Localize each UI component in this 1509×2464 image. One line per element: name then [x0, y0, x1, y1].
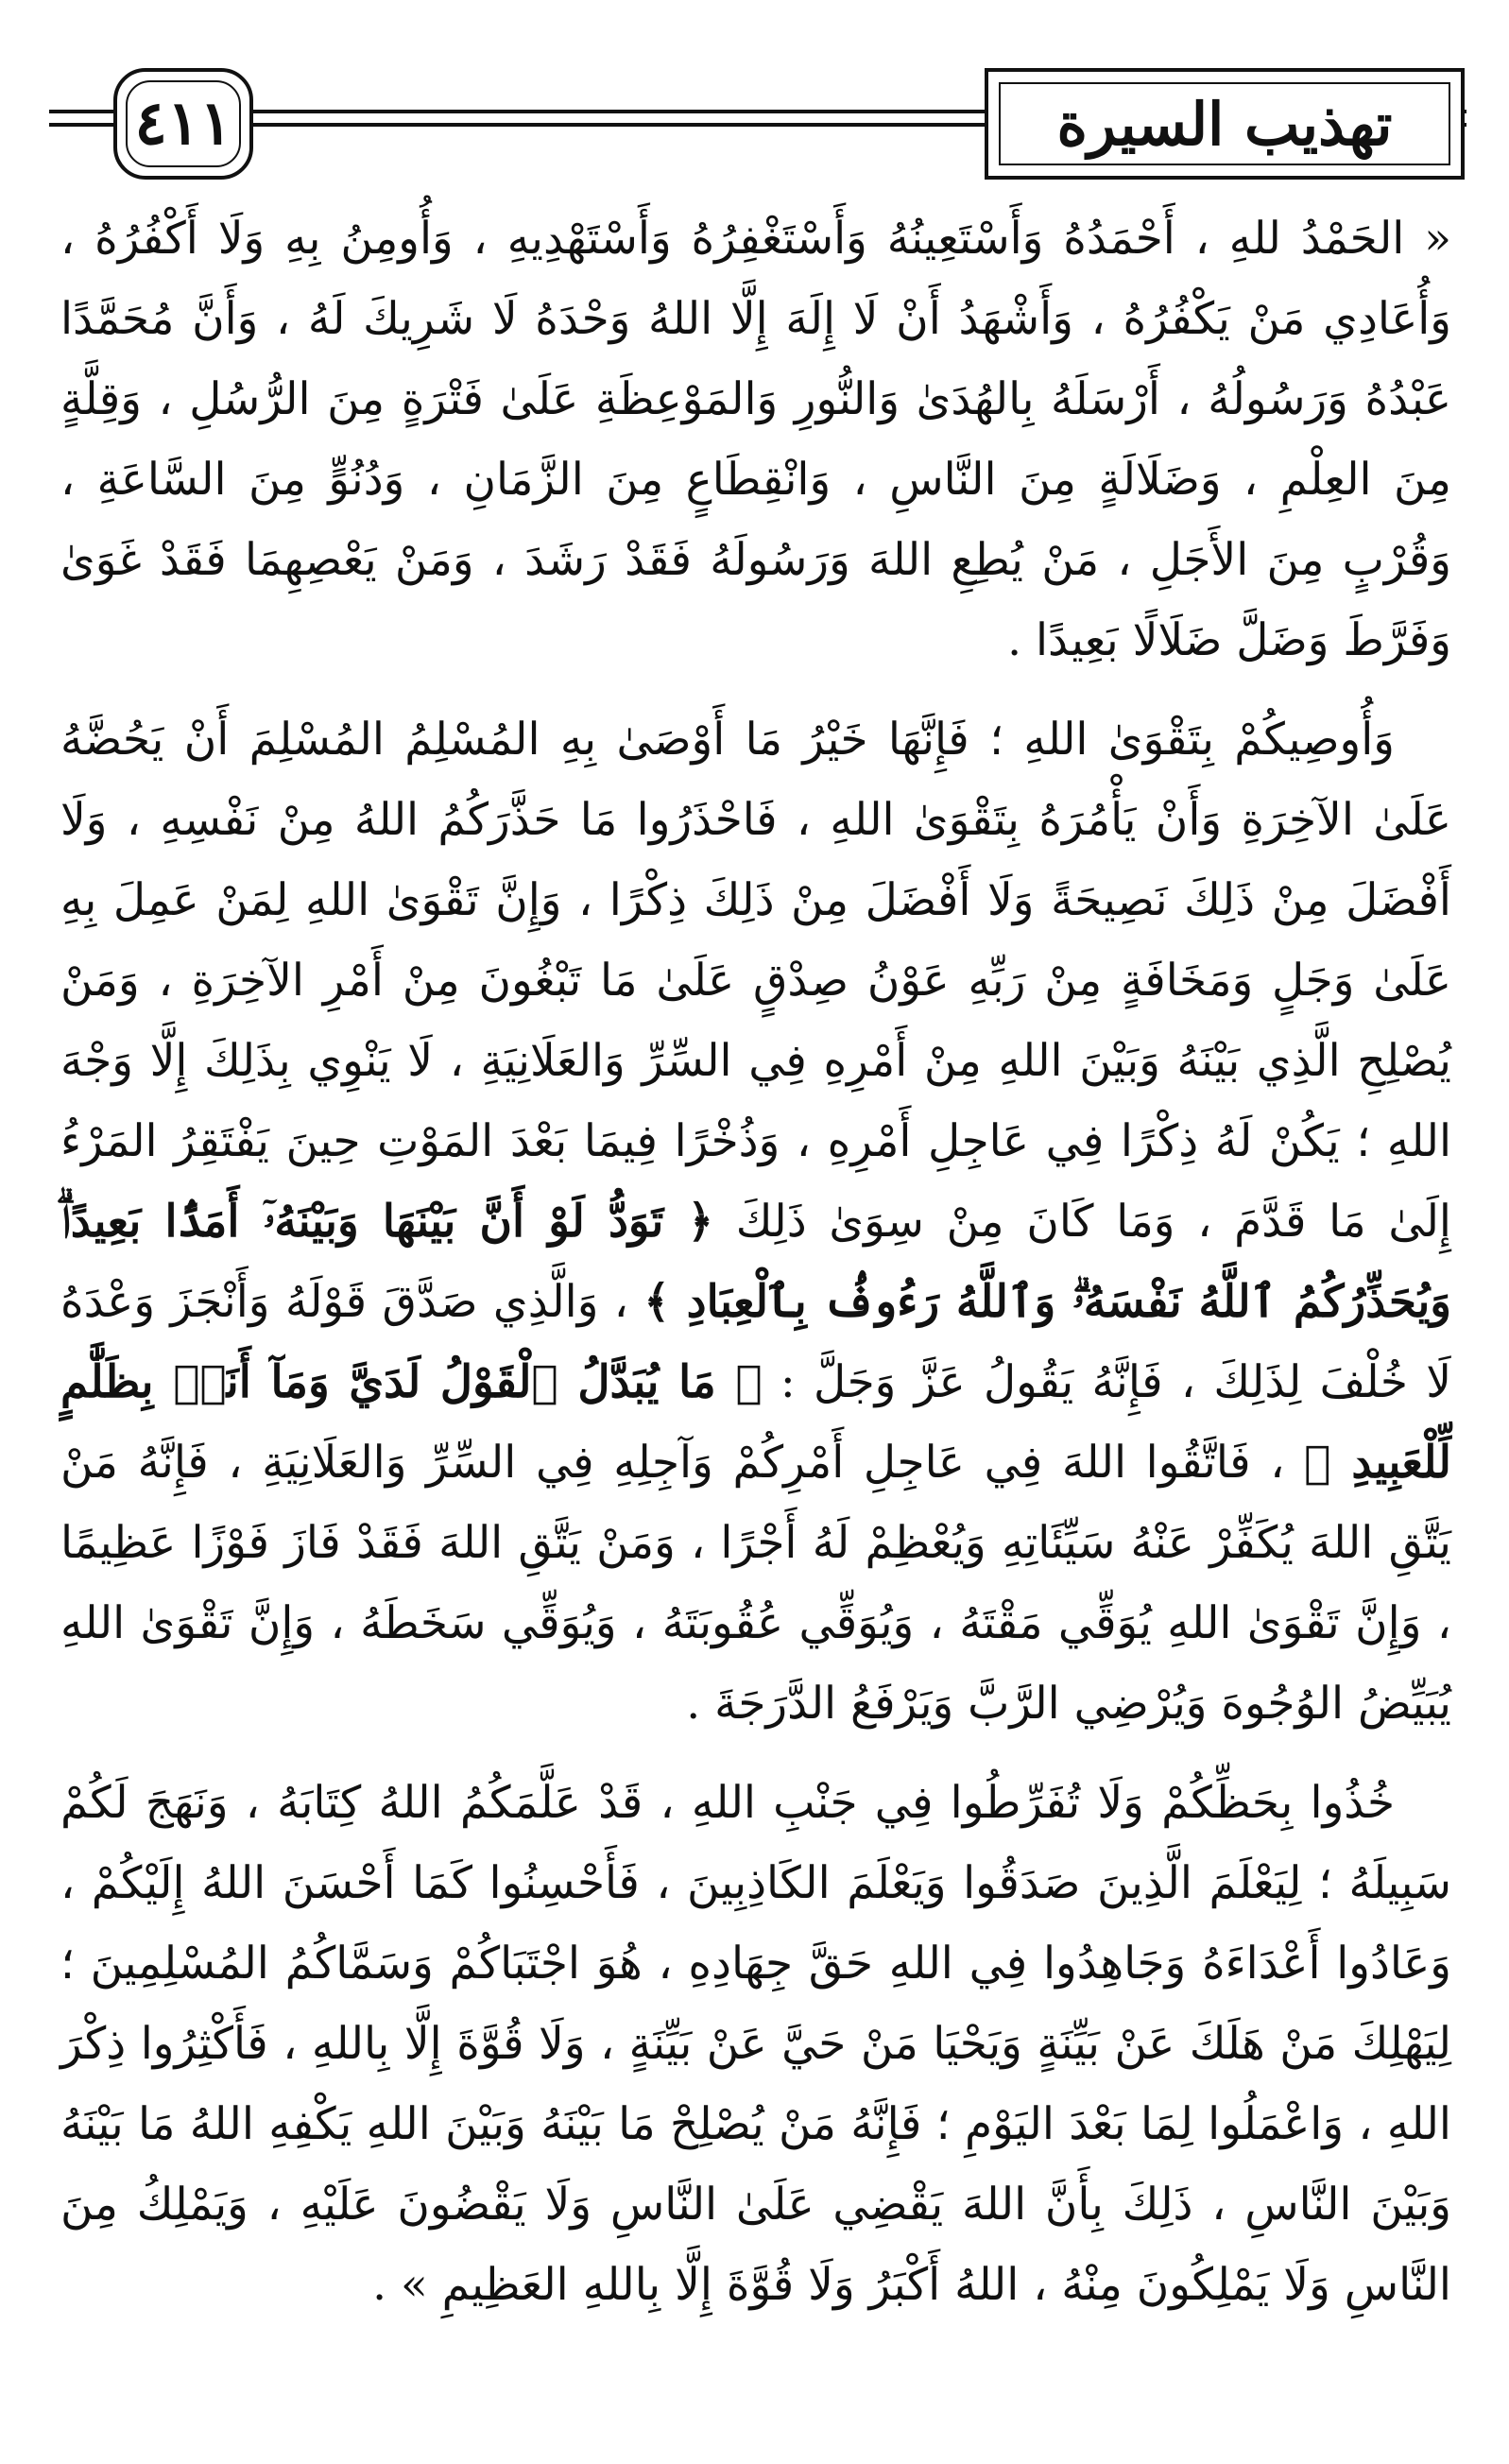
paragraph-1-text: « الحَمْدُ للهِ ، أَحْمَدُهُ وَأَسْتَعِينُهُ وَأَسْتَغْفِرُهُ وَأَسْتَهْدِيهِ ، وَأُومِنُ بِهِ وَلَا أَكْفُرُهُ ، وَأُعَادِي مَنْ يَكْفُرُهُ ، وَأَشْهَدُ أَنْ لَا إِلَهَ إِلَّا اللهُ وَحْدَهُ لَا شَرِيكَ لَهُ ، وَأَنَّ مُحَمَّدًا عَبْدُهُ وَرَسُولُهُ ، أَرْسَلَهُ بِالهُدَىٰ وَالنُّورِ وَالمَوْعِظَةِ عَلَىٰ فَتْرَةٍ مِنَ الرُّسُلِ ، وَقِلَّةٍ مِنَ العِلْمِ ، وَضَلَالَةٍ مِنَ النَّاسِ ، وَانْقِطَاعٍ مِنَ الزَّمَانِ ، وَدُنُوٍّ مِنَ السَّاعَةِ ، وَقُرْبٍ مِنَ الأَجَلِ ، مَنْ يُطِعِ اللهَ وَرَسُولَهُ فَقَدْ رَشَدَ ، وَمَنْ يَعْصِهِمَا فَقَدْ غَوَىٰ وَفَرَّطَ وَضَلَّ ضَلَالًا بَعِيدًا .	[60, 213, 1451, 666]
page-header	[49, 47, 1466, 189]
quran-verse-2: ﴿ مَا يُبَدَّلُ ٱلْقَوْلُ لَدَيَّ وَمَآ أَنَا۠ بِظَلَّٰمٍ لِّلْعَبِيدِ ﴾	[60, 1356, 1451, 1489]
page-number: ٤١١	[126, 80, 241, 167]
paragraph-3	[60, 1763, 1451, 2325]
paragraph-2	[60, 699, 1451, 1744]
quran-verse-1: ﴿ تَوَدُّ لَوْ أَنَّ بَيْنَهَا وَبَيْنَهُۥٓ أَمَدًۢا بَعِيدًاۗ وَيُحَذِّرُكُمُ ٱللَّهُ نَفْسَهُۥۗ وَٱللَّهُ رَءُوفُۢ بِٱلْعِبَادِ ﴾	[60, 1196, 1451, 1328]
paragraph-2-text-a: وَأُوصِيكُمْ بِتَقْوَىٰ اللهِ ؛ فَإِنَّهَا خَيْرُ مَا أَوْصَىٰ بِهِ المُسْلِمُ المُسْلِمَ أَنْ يَحُضَّهُ عَلَىٰ الآخِرَةِ وَأَنْ يَأْمُرَهُ بِتَقْوَىٰ اللهِ ، فَاحْذَرُوا مَا حَذَّرَكُمُ اللهُ مِنْ نَفْسِهِ ، وَلَا أَفْضَلَ مِنْ ذَلِكَ نَصِيحَةً وَلَا أَفْضَلَ مِنْ ذَلِكَ ذِكْرًا ، وَإِنَّ تَقْوَىٰ اللهِ لِمَنْ عَمِلَ بِهِ عَلَىٰ وَجَلٍ وَمَخَافَةٍ مِنْ رَبِّهِ عَوْنُ صِدْقٍ عَلَىٰ مَا تَبْغُونَ مِنْ أَمْرِ الآخِرَةِ ، وَمَنْ يُصْلِحِ الَّذِي بَيْنَهُ وَبَيْنَ اللهِ مِنْ أَمْرِهِ فِي السِّرِّ وَالعَلَانِيَةِ ، لَا يَنْوِي بِذَلِكَ إِلَّا وَجْهَ اللهِ ؛ يَكُنْ لَهُ ذِكْرًا فِي عَاجِلِ أَمْرِهِ ، وَذُخْرًا فِيمَا بَعْدَ المَوْتِ حِينَ يَفْتَقِرُ المَرْءُ إِلَىٰ مَا قَدَّمَ ، وَمَا كَانَ مِنْ سِوَىٰ ذَلِكَ	[60, 714, 1451, 1248]
paragraph-1	[60, 198, 1451, 681]
page-number-frame	[113, 68, 253, 180]
body-text	[60, 198, 1451, 2410]
paragraph-2-text-c: ، فَاتَّقُوا اللهَ فِي عَاجِلِ أَمْرِكُمْ وَآجِلِهِ فِي السِّرِّ وَالعَلَانِيَةِ ، فَإِنَّهُ مَنْ يَتَّقِ اللهَ يُكَفِّرْ عَنْهُ سَيِّئَاتِهِ وَيُعْظِمْ لَهُ أَجْرًا ، وَمَنْ يَتَّقِ اللهَ فَقَدْ فَازَ فَوْزًا عَظِيمًا ، وَإِنَّ تَقْوَىٰ اللهِ يُوَقِّي مَقْتَهُ ، وَيُوَقِّي عُقُوبَتَهُ ، وَيُوَقِّي سَخَطَهُ ، وَإِنَّ تَقْوَىٰ اللهِ يُبَيِّضُ الوُجُوهَ وَيُرْضِي الرَّبَّ وَيَرْفَعُ الدَّرَجَةَ .	[60, 1437, 1451, 1730]
book-title-frame	[985, 68, 1465, 180]
book-title: تهذيب السيرة	[999, 82, 1450, 165]
paragraph-3-text: خُذُوا بِحَظِّكُمْ وَلَا تُفَرِّطُوا فِي جَنْبِ اللهِ ، قَدْ عَلَّمَكُمُ اللهُ كِتَابَهُ ، وَنَهَجَ لَكُمْ سَبِيلَهُ ؛ لِيَعْلَمَ الَّذِينَ صَدَقُوا وَيَعْلَمَ الكَاذِبِينَ ، فَأَحْسِنُوا كَمَا أَحْسَنَ اللهُ إِلَيْكُمْ ، وَعَادُوا أَعْدَاءَهُ وَجَاهِدُوا فِي اللهِ حَقَّ جِهَادِهِ ، هُوَ اجْتَبَاكُمْ وَسَمَّاكُمُ المُسْلِمِينَ ؛ لِيَهْلِكَ مَنْ هَلَكَ عَنْ بَيِّنَةٍ وَيَحْيَا مَنْ حَيَّ عَنْ بَيِّنَةٍ ، وَلَا قُوَّةَ إِلَّا بِاللهِ ، فَأَكْثِرُوا ذِكْرَ اللهِ ، وَاعْمَلُوا لِمَا بَعْدَ اليَوْمِ ؛ فَإِنَّهُ مَنْ يُصْلِحْ مَا بَيْنَهُ وَبَيْنَ اللهِ يَكْفِهِ اللهُ مَا بَيْنَهُ وَبَيْنَ النَّاسِ ، ذَلِكَ بِأَنَّ اللهَ يَقْضِي عَلَىٰ النَّاسِ وَلَا يَقْضُونَ عَلَيْهِ ، وَيَمْلِكُ مِنَ النَّاسِ وَلَا يَمْلِكُونَ مِنْهُ ، اللهُ أَكْبَرُ وَلَا قُوَّةَ إِلَّا بِاللهِ العَظِيمِ » .	[60, 1777, 1451, 2311]
paragraph-2-text-b: ، وَالَّذِي صَدَّقَ قَوْلَهُ وَأَنْجَزَ وَعْدَهُ لَا خُلْفَ لِذَلِكَ ، فَإِنَّهُ يَقُولُ عَزَّ وَجَلَّ :	[60, 1276, 1451, 1408]
